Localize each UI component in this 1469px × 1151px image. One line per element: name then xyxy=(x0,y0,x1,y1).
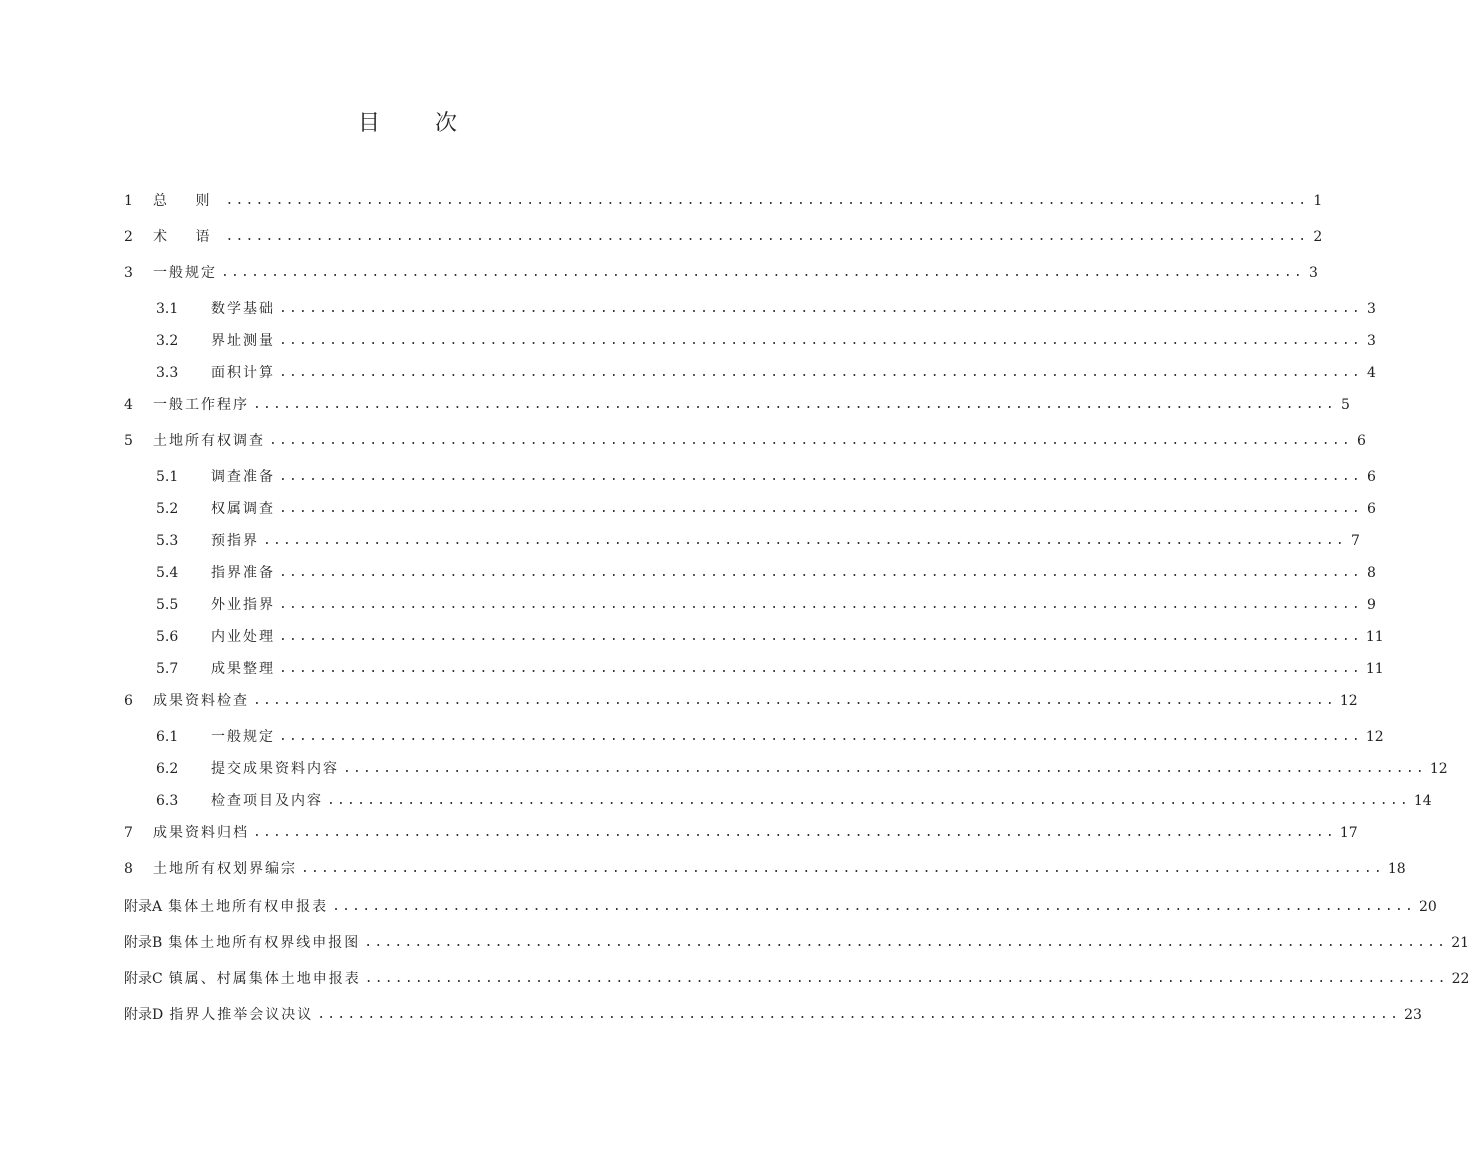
toc-entry-number: 3.2 xyxy=(156,333,179,349)
toc-entry-label: 镇属、村属集体土地申报表 xyxy=(168,971,361,987)
dot-leader: ............................................................................................................ xyxy=(253,693,1336,708)
toc-entry-number: 附录D xyxy=(124,1007,164,1023)
toc-entry-number: 8 xyxy=(124,861,133,877)
toc-entry-appendix-a[interactable] xyxy=(124,896,1437,918)
toc-entry-6-3[interactable] xyxy=(156,790,1432,812)
toc-entry-page: 20 xyxy=(1419,899,1437,915)
toc-entry-label: 检查项目及内容 xyxy=(211,793,323,809)
toc-entry-page: 11 xyxy=(1365,629,1384,645)
toc-entry-label: 数学基础 xyxy=(211,301,275,317)
toc-entry-number: 5.6 xyxy=(156,629,179,645)
dot-leader: ............................................................................................................ xyxy=(279,333,1362,348)
dot-leader: ............................................................................................................ xyxy=(317,1007,1401,1022)
dot-leader: ............................................................................................................ xyxy=(279,501,1362,516)
toc-entry-page: 14 xyxy=(1413,793,1432,809)
toc-entry-page: 6 xyxy=(1356,433,1366,449)
toc-entry-number: 5.7 xyxy=(156,661,179,677)
toc-entry-number: 2 xyxy=(124,229,133,245)
toc-title: 目 次 xyxy=(358,111,481,136)
toc-entry-page: 6 xyxy=(1366,501,1376,517)
toc-entry-5-1[interactable] xyxy=(156,466,1376,488)
dot-leader: ............................................................................................................ xyxy=(279,729,1362,744)
toc-entry-appendix-d[interactable] xyxy=(124,1004,1422,1026)
toc-entry-number: 6 xyxy=(124,693,133,709)
dot-leader: ............................................................................................................ xyxy=(263,533,1346,548)
dot-leader: ............................................................................................................ xyxy=(279,469,1362,484)
toc-entry-page: 23 xyxy=(1404,1007,1422,1023)
toc-entry-label: 指界准备 xyxy=(211,565,275,581)
toc-entry-5[interactable] xyxy=(124,430,1366,452)
toc-entry-page: 21 xyxy=(1451,935,1469,951)
dot-leader: ............................................................................................................ xyxy=(279,629,1362,644)
toc-entry-number: 5.3 xyxy=(156,533,179,549)
toc-entry-label: 外业指界 xyxy=(211,597,275,613)
toc-entry-page: 7 xyxy=(1350,533,1360,549)
toc-entry-3-2[interactable] xyxy=(156,330,1376,352)
toc-entry-appendix-b[interactable] xyxy=(124,932,1469,954)
toc-entry-number: 6.2 xyxy=(156,761,179,777)
toc-entry-page: 9 xyxy=(1366,597,1376,613)
dot-leader: ............................................................................................................ xyxy=(364,971,1448,986)
toc-entry-3-1[interactable] xyxy=(156,298,1376,320)
dot-leader: ............................................................................................................ xyxy=(364,935,1448,950)
toc-entry-page: 12 xyxy=(1429,761,1448,777)
dot-leader: ............................................................................................................ xyxy=(253,825,1336,840)
toc-entry-label: 权属调查 xyxy=(211,501,275,517)
toc-entry-label: 界址测量 xyxy=(211,333,275,349)
toc-entry-number: 5.2 xyxy=(156,501,179,517)
toc-entry-5-3[interactable] xyxy=(156,530,1360,552)
toc-entry-page: 1 xyxy=(1313,193,1323,209)
toc-entry-appendix-c[interactable] xyxy=(124,968,1469,990)
toc-entry-label: 一般规定 xyxy=(153,265,217,281)
toc-entry-number: 附录A xyxy=(124,899,163,915)
toc-entry-page: 6 xyxy=(1366,469,1376,485)
toc-entry-label: 预指界 xyxy=(211,533,259,549)
toc-entry-page: 18 xyxy=(1387,861,1406,877)
toc-entry-page: 2 xyxy=(1313,229,1323,245)
toc-entry-3-3[interactable] xyxy=(156,362,1376,384)
toc-entry-2[interactable] xyxy=(124,226,1323,248)
toc-entry-1[interactable] xyxy=(124,190,1323,212)
toc-entry-5-4[interactable] xyxy=(156,562,1376,584)
toc-entry-page: 8 xyxy=(1366,565,1376,581)
toc-entry-page: 11 xyxy=(1365,661,1384,677)
toc-entry-label: 一般规定 xyxy=(211,729,275,745)
toc-entry-label: 成果资料检查 xyxy=(153,693,249,709)
toc-entry-8[interactable] xyxy=(124,858,1406,880)
toc-entry-number: 5.4 xyxy=(156,565,179,581)
toc-entry-number: 附录C xyxy=(124,971,163,987)
toc-entry-label: 总 则 xyxy=(153,193,222,209)
toc-entry-number: 6.3 xyxy=(156,793,179,809)
toc-entry-label: 成果整理 xyxy=(211,661,275,677)
dot-leader: ............................................................................................................ xyxy=(279,597,1362,612)
toc-entry-number: 3.3 xyxy=(156,365,179,381)
toc-entry-number: 7 xyxy=(124,825,133,841)
toc-entry-label: 内业处理 xyxy=(211,629,275,645)
toc-entry-page: 3 xyxy=(1366,301,1376,317)
toc-entry-label: 调查准备 xyxy=(211,469,275,485)
toc-entry-6-1[interactable] xyxy=(156,726,1384,748)
toc-entry-number: 3 xyxy=(124,265,133,281)
dot-leader: ............................................................................................................ xyxy=(253,397,1336,412)
toc-entry-page: 12 xyxy=(1365,729,1384,745)
toc-entry-6[interactable] xyxy=(124,690,1358,712)
toc-entry-number: 5.1 xyxy=(156,469,179,485)
dot-leader: ............................................................................................................ xyxy=(225,229,1309,244)
toc-entry-label: 一般工作程序 xyxy=(153,397,249,413)
dot-leader: ............................................................................................................ xyxy=(343,761,1426,776)
toc-entry-page: 12 xyxy=(1339,693,1358,709)
toc-entry-number: 1 xyxy=(124,193,133,209)
toc-entry-5-7[interactable] xyxy=(156,658,1384,680)
toc-entry-label: 指界人推举会议决议 xyxy=(169,1007,314,1023)
toc-entry-label: 集体土地所有权界线申报图 xyxy=(168,935,361,951)
toc-entry-number: 3.1 xyxy=(156,301,179,317)
dot-leader: ............................................................................................................ xyxy=(301,861,1384,876)
toc-entry-number: 4 xyxy=(124,397,133,413)
toc-entry-5-5[interactable] xyxy=(156,594,1376,616)
toc-entry-page: 22 xyxy=(1451,971,1469,987)
toc-entry-number: 6.1 xyxy=(156,729,179,745)
dot-leader: ............................................................................................................ xyxy=(225,193,1309,208)
dot-leader: ............................................................................................................ xyxy=(327,793,1410,808)
toc-entry-page: 4 xyxy=(1366,365,1376,381)
toc-entry-page: 3 xyxy=(1366,333,1376,349)
toc-entry-5-6[interactable] xyxy=(156,626,1384,648)
toc-entry-7[interactable] xyxy=(124,822,1358,844)
toc-entry-3[interactable] xyxy=(124,262,1318,284)
dot-leader: ............................................................................................................ xyxy=(279,365,1362,380)
toc-entry-5-2[interactable] xyxy=(156,498,1376,520)
toc-entry-number: 附录B xyxy=(124,935,163,951)
dot-leader: ............................................................................................................ xyxy=(279,661,1362,676)
toc-entry-label: 土地所有权划界编宗 xyxy=(153,861,297,877)
dot-leader: ............................................................................................................ xyxy=(221,265,1304,280)
dot-leader: ............................................................................................................ xyxy=(279,301,1362,316)
dot-leader: ............................................................................................................ xyxy=(279,565,1362,580)
toc-entry-page: 5 xyxy=(1340,397,1350,413)
toc-entry-page: 3 xyxy=(1308,265,1318,281)
toc-entry-4[interactable] xyxy=(124,394,1350,416)
toc-entry-label: 土地所有权调查 xyxy=(153,433,265,449)
toc-entry-number: 5 xyxy=(124,433,133,449)
toc-entry-label: 术 语 xyxy=(153,229,222,245)
toc-entry-label: 面积计算 xyxy=(211,365,275,381)
dot-leader: ............................................................................................................ xyxy=(332,899,1416,914)
toc-entry-6-2[interactable] xyxy=(156,758,1448,780)
toc-entry-label: 集体土地所有权申报表 xyxy=(168,899,329,915)
dot-leader: ............................................................................................................ xyxy=(269,433,1352,448)
toc-entry-label: 提交成果资料内容 xyxy=(211,761,339,777)
toc-entry-label: 成果资料归档 xyxy=(153,825,249,841)
toc-entry-number: 5.5 xyxy=(156,597,179,613)
toc-entry-page: 17 xyxy=(1339,825,1358,841)
